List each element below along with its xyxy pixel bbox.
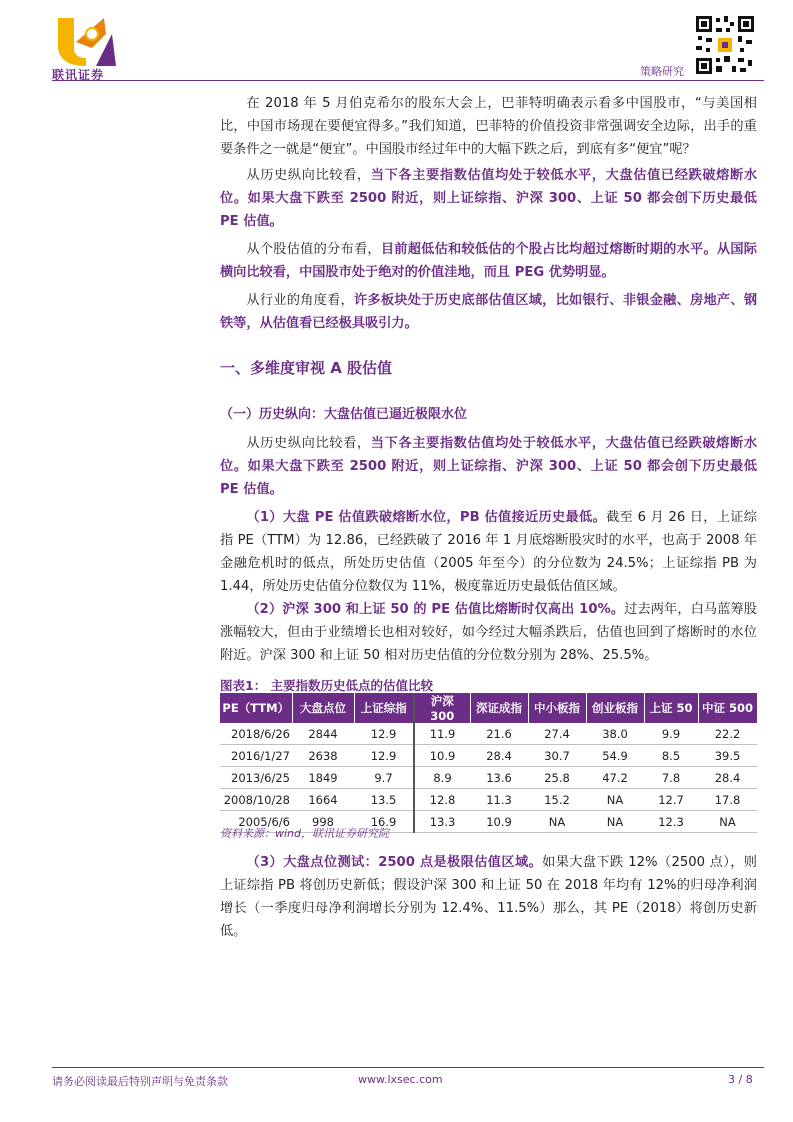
table-cell: NA [698, 811, 757, 833]
table-cell: 12.3 [644, 811, 698, 833]
table-cell: 54.9 [586, 745, 644, 767]
table-cell: 2018/6/26 [220, 723, 292, 745]
table-header-cell: 沪深 300 [414, 693, 470, 723]
table-cell: 9.9 [644, 723, 698, 745]
table-cell: 13.5 [354, 789, 414, 811]
logo-text: 联讯证券 [52, 68, 105, 82]
table-cell: 10.9 [414, 745, 470, 767]
table-cell: 39.5 [698, 745, 757, 767]
summary-paragraph-2: 从个股估值的分布看，目前超低估和较低估的个股占比均超过熔断时期的水平。从国际横向比较看，中国股市处于绝对的价值洼地，而且 PEG 优势明显。 [220, 242, 757, 280]
footer-divider [52, 1067, 764, 1068]
summary-paragraph-3: 从行业的角度看，许多板块处于历史底部估值区域，比如银行、非银金融、房地产、钢铁等，从估值看已经极具吸引力。 [220, 293, 758, 331]
table-header-cell: 深证成指 [470, 693, 528, 723]
table-cell: 47.2 [586, 767, 644, 789]
page-number: 3 / 8 [728, 1073, 753, 1086]
table-cell: 2008/10/28 [220, 789, 292, 811]
table-cell: 16.9 [354, 811, 414, 833]
table-cell: 15.2 [528, 789, 586, 811]
table-cell: 17.8 [698, 789, 757, 811]
table-header-cell: 中小板指 [528, 693, 586, 723]
table-source: 资料来源：wind，联讯证券研究院 [220, 827, 390, 840]
table-cell: 22.2 [698, 723, 757, 745]
logo-mark-icon [52, 12, 132, 68]
table-cell: NA [586, 789, 644, 811]
table-cell: 12.8 [414, 789, 470, 811]
point-1-paragraph: （1）大盘 PE 估值跌破熔断水位，PB 估值接近历史最低。截至 6 月 26 日，上证综指 PE（TTM）为 12.86，已经跌破了 2016 年 1 月底熔断股灾时的水平，也高于 2008 年金融危机时的低点，所处历史估值（2005 年至今）的分位数为 24.5%；上证综指 PB 为 1.44，所处历史估值分位数仅为 11%，极度靠近历史最低估值区域。 [220, 510, 757, 594]
subsection-paragraph: 从历史纵向比较看，当下各主要指数估值均处于较低水平，大盘估值已经跌破熔断水位。如果大盘下跌至 2500 附近，则上证综指、沪深 300、上证 50 都会创下历史最低 PE 估值。 [220, 436, 758, 497]
table-cell: 2844 [292, 723, 354, 745]
table-cell: 27.4 [528, 723, 586, 745]
header-divider [52, 80, 764, 81]
table-header-row [220, 693, 757, 723]
table-row [220, 745, 757, 767]
subsection-title: （一）历史纵向：大盘估值已逼近极限水位 [220, 407, 468, 422]
table-cell: 11.9 [414, 723, 470, 745]
table-cell: 25.8 [528, 767, 586, 789]
table-cell: 28.4 [698, 767, 757, 789]
table-cell: 998 [292, 811, 354, 833]
table-cell: 12.7 [644, 789, 698, 811]
table-cell: NA [586, 811, 644, 833]
table-cell: 30.7 [528, 745, 586, 767]
intro-paragraph: 在 2018 年 5 月伯克希尔的股东大会上，巴菲特明确表示看多中国股市，“与美国相比，中国市场现在要便宜得多。”我们知道，巴菲特的价值投资非常强调安全边际，出手的重要条件之一就是“便宜”。中国股市经过年中的大幅下跌之后，到底有多“便宜”呢？ [220, 96, 757, 157]
table-cell: 8.5 [644, 745, 698, 767]
point-2-paragraph: （2）沪深 300 和上证 50 的 PE 估值比熔断时仅高出 10%。过去两年，白马蓝筹股涨幅较大，但由于业绩增长也相对较好，如今经过大幅杀跌后，估值也回到了熔断时的水位附近。沪深 300 和上证 50 相对历史估值的分位数分别为 28%、25.5%。 [220, 602, 757, 663]
table-cell: 10.9 [470, 811, 528, 833]
table-row [220, 723, 757, 745]
section-title: 一、多维度审视 A 股估值 [220, 359, 393, 377]
table-cell: 13.3 [414, 811, 470, 833]
footer-url[interactable]: www.lxsec.com [358, 1073, 443, 1086]
table-cell: 1849 [292, 767, 354, 789]
qr-code-icon [694, 14, 756, 76]
table-cell: 9.7 [354, 767, 414, 789]
table-cell: NA [528, 811, 586, 833]
table-cell: 1664 [292, 789, 354, 811]
valuation-table [220, 693, 758, 833]
table-header-cell: PE（TTM） [220, 693, 292, 723]
table-header-cell: 创业板指 [586, 693, 644, 723]
table-cell: 21.6 [470, 723, 528, 745]
section-label: 策略研究 [640, 65, 684, 78]
table-cell: 8.9 [414, 767, 470, 789]
table-header-cell: 上证综指 [354, 693, 414, 723]
table-header-cell: 中证 500 [698, 693, 757, 723]
summary-paragraph-1: 从历史纵向比较看，当下各主要指数估值均处于较低水平，大盘估值已经跌破熔断水位。如果大盘下跌至 2500 附近，则上证综指、沪深 300、上证 50 都会创下历史最低 PE 估值。 [220, 168, 758, 229]
table-row [220, 789, 757, 811]
table-row [220, 767, 757, 789]
table-cell: 12.9 [354, 723, 414, 745]
table-cell: 2005/6/6 [220, 811, 292, 833]
table-title: 图表1： 主要指数历史低点的估值比较 [220, 678, 434, 693]
table-header-cell: 上证 50 [644, 693, 698, 723]
table-cell: 2016/1/27 [220, 745, 292, 767]
table-cell: 28.4 [470, 745, 528, 767]
table-cell: 11.3 [470, 789, 528, 811]
table-cell: 7.8 [644, 767, 698, 789]
table-cell: 38.0 [586, 723, 644, 745]
table-cell: 13.6 [470, 767, 528, 789]
point-3-paragraph: （3）大盘点位测试：2500 点是极限估值区域。如果大盘下跌 12%（2500 点），则上证综指 PB 将创历史新低；假设沪深 300 和上证 50 在 2018 年均有 12%的归母净利润增长（一季度归母净利润增长分别为 12.4%、11.5%）那么，其 PE（2018）将创历史新低。 [220, 855, 757, 939]
table-header-cell: 大盘点位 [292, 693, 354, 723]
footer-disclaimer: 请务必阅读最后特别声明与免责条款 [52, 1075, 228, 1088]
table-cell: 2013/6/25 [220, 767, 292, 789]
table-cell: 2638 [292, 745, 354, 767]
table-cell: 12.9 [354, 745, 414, 767]
